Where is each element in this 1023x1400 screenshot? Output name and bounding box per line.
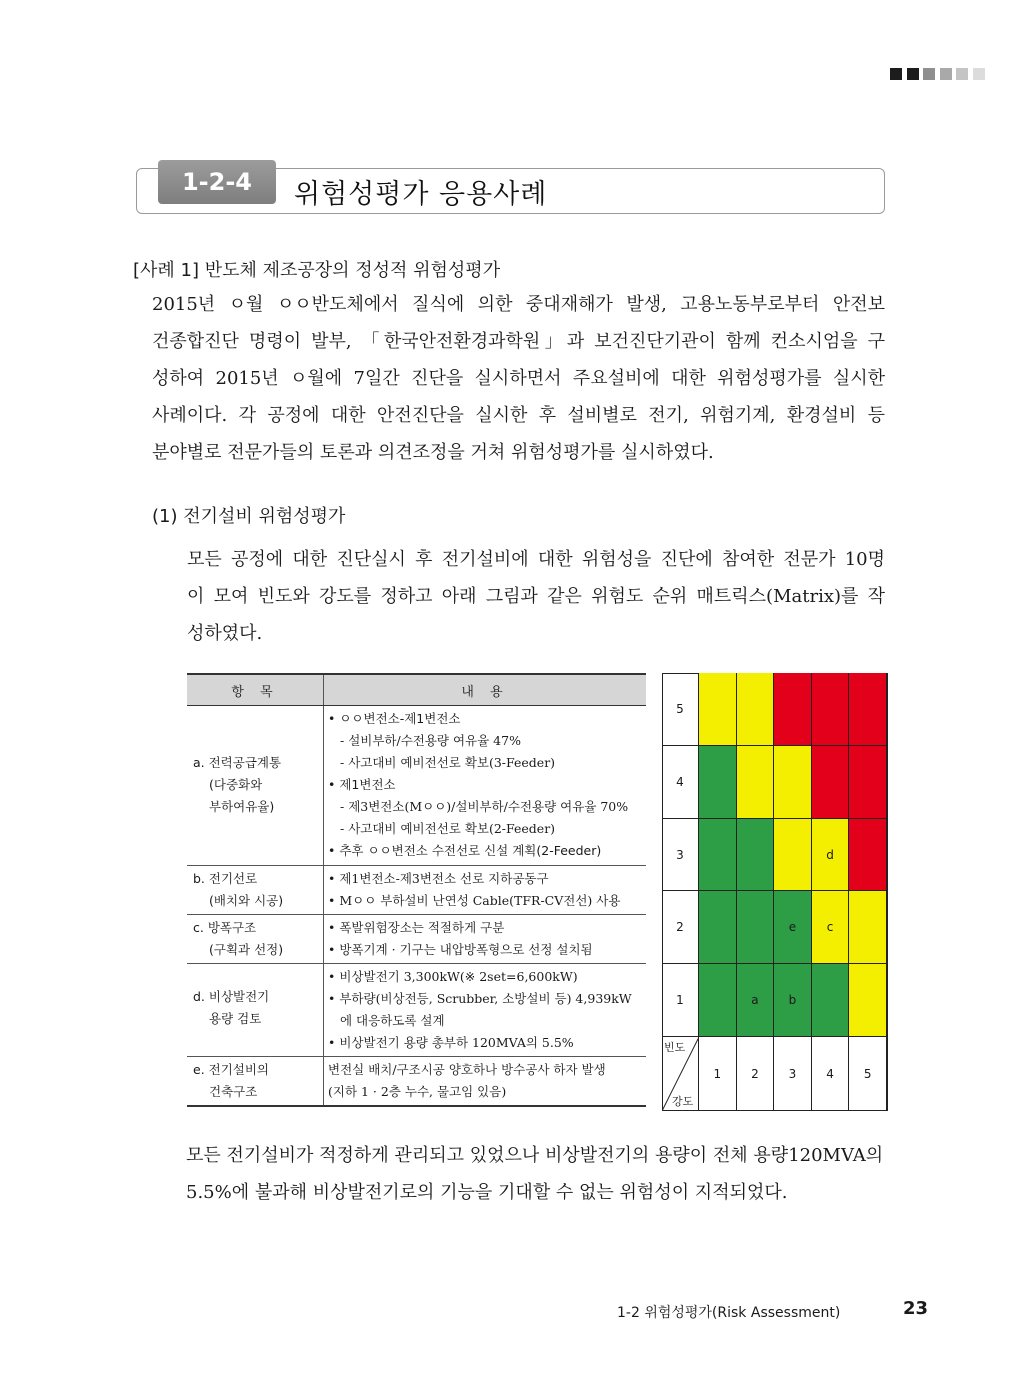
- matrix-cell: [699, 819, 737, 892]
- section-title: 위험성평가 응용사례: [294, 179, 548, 210]
- matrix-x-label: 2: [737, 1037, 775, 1111]
- matrix-x-label: 5: [849, 1037, 887, 1111]
- matrix-x-label: 3: [774, 1037, 812, 1111]
- matrix-cell: e: [774, 891, 812, 964]
- content-line: 변전실 배치/구조시공 양호하나 방수공사 하자 발생: [328, 1062, 606, 1077]
- subsection-paragraph: [187, 541, 885, 652]
- matrix-cell: a: [737, 964, 775, 1037]
- paragraph-line: 모든 전기설비가 적정하게 관리되고 있었으나 비상발전기의 용량이 전체 용량: [186, 1145, 789, 1166]
- matrix-cell: [699, 891, 737, 964]
- header-square: [890, 68, 902, 80]
- paragraph-line: 었다.: [746, 1182, 788, 1203]
- header-square: [907, 68, 919, 80]
- subsection-title: (1) 전기설비 위험성평가: [152, 506, 346, 527]
- item-line: b. 전기선로: [193, 871, 258, 886]
- item-line: 건축구조: [209, 1084, 258, 1099]
- matrix-cell: [812, 673, 850, 746]
- electrical-items-table: [187, 673, 646, 1107]
- paragraph-line: 이 모여 빈도와 강도를 정하고 아래 그림과 같은 위험도 순위 매트릭스(Matrix)를 작: [187, 586, 885, 607]
- header-square: [956, 68, 968, 80]
- table-cell-item: [187, 706, 324, 866]
- matrix-cell: [774, 819, 812, 892]
- paragraph-line: 모든 공정에 대한 진단실시 후 전기설비에 대한 위험성을 진단에 참여한 전문가 10명: [187, 549, 885, 570]
- matrix-cell: [849, 891, 887, 964]
- case-paragraph: [152, 286, 885, 471]
- section-number: 1-2-4: [158, 160, 276, 204]
- table-row: [187, 915, 646, 964]
- table-cell-item: [187, 1057, 324, 1107]
- table-cell-content: [324, 964, 647, 1057]
- paragraph-line: 분야별로 전문가들의 토론과 의견조정을 거쳐 위험성평가를 실시하였다.: [152, 442, 714, 463]
- matrix-y-label: 1: [662, 964, 699, 1037]
- paragraph-line: 성하였다.: [187, 623, 263, 644]
- content-line: • 비상발전기 용량 총부하 120MVA의 5.5%: [328, 1035, 574, 1050]
- item-line: a. 전력공급계통: [193, 755, 282, 770]
- matrix-cell: b: [774, 964, 812, 1037]
- table-cell-content: [324, 706, 647, 866]
- footer-section-label: 1-2 위험성평가(Risk Assessment): [617, 1305, 841, 1321]
- paragraph-line: 성하여 2015년 ㅇ월에 7일간 진단을 실시하면서 주요설비에 대한 위험성평가를 실시한: [152, 368, 885, 389]
- matrix-y-axis-label: 강도: [672, 1095, 694, 1108]
- item-line: (다중화와: [209, 777, 263, 792]
- item-line: 부하여유율): [209, 799, 275, 814]
- content-line: • 비상발전기 3,300kW(※ 2set=6,600kW): [328, 969, 578, 984]
- table-cell-content: [324, 866, 647, 915]
- matrix-cell: c: [812, 891, 850, 964]
- matrix-y-label: 2: [662, 891, 699, 964]
- case-title: [사례 1] 반도체 제조공장의 정성적 위험성평가: [133, 260, 501, 281]
- table-header-content: 내 용: [324, 674, 647, 706]
- table-header-item: 항 목: [187, 674, 324, 706]
- table-row: [187, 1057, 646, 1107]
- paragraph-line: 120MVA의 5.5%에 불과해 비상발전기로의 기능을 기대할 수 없는 위험성이 지적되: [186, 1145, 884, 1203]
- paragraph-line: 2015년 ㅇ월 ㅇㅇ반도체에서 질식에 의한 중대재해가 발생, 고용노동부로부터 안전보: [152, 294, 885, 315]
- content-line: • 폭발위험장소는 적절하게 구분: [328, 920, 505, 935]
- paragraph-line: 사례이다. 각 공정에 대한 안전진단을 실시한 후 설비별로 전기, 위험기계, 환경설비 등: [152, 405, 885, 426]
- matrix-x-axis-label: 빈도: [664, 1041, 686, 1054]
- table-cell-item: [187, 866, 324, 915]
- table-cell-item: [187, 915, 324, 964]
- matrix-cell: [737, 673, 775, 746]
- table-row: [187, 866, 646, 915]
- content-line: • 방폭기계 · 기구는 내압방폭형으로 선정 설치됨: [328, 942, 593, 957]
- item-line: (배치와 시공): [209, 893, 284, 908]
- item-line: (구획과 선정): [209, 942, 284, 957]
- matrix-y-label: 5: [662, 673, 699, 746]
- table-row: [187, 706, 646, 866]
- matrix-cell: [737, 819, 775, 892]
- content-line: • 제1변전소-제3변전소 선로 지하공동구: [328, 871, 549, 886]
- paragraph-line: 건종합진단 명령이 발부, 「한국안전환경과학원」과 보건진단기관이 함께 컨소시엄을 구: [152, 331, 885, 352]
- item-line: c. 방폭구조: [193, 920, 257, 935]
- header-square: [940, 68, 952, 80]
- matrix-cell: [849, 673, 887, 746]
- item-line: e. 전기설비의: [193, 1062, 270, 1077]
- table-row: [187, 964, 646, 1057]
- item-line: 용량 검토: [209, 1011, 262, 1026]
- header-square: [973, 68, 985, 80]
- matrix-cell: [849, 819, 887, 892]
- content-line: • 추후 ㅇㅇ변전소 수전선로 신설 계획(2-Feeder): [328, 843, 602, 858]
- table-cell-item: [187, 964, 324, 1057]
- matrix-cell: [737, 891, 775, 964]
- matrix-cell: [774, 746, 812, 819]
- content-line: - 사고대비 예비전선로 확보(3-Feeder): [340, 755, 556, 770]
- matrix-cell: [737, 746, 775, 819]
- matrix-cell: [849, 964, 887, 1037]
- matrix-x-label: 4: [812, 1037, 850, 1111]
- content-line: • ㅇㅇ변전소-제1변전소: [328, 711, 461, 726]
- content-line: - 제3변전소(Mㅇㅇ)/설비부하/수전용량 여유율 70%: [340, 799, 629, 814]
- table-cell-content: [324, 915, 647, 964]
- content-line: • 부하량(비상전등, Scrubber, 소방설비 등) 4,939kW: [328, 991, 632, 1006]
- matrix-cell: d: [812, 819, 850, 892]
- header-square: [923, 68, 935, 80]
- matrix-axis-corner: [662, 1037, 699, 1111]
- content-line: 에 대응하도록 설계: [340, 1013, 445, 1028]
- content-line: • 제1변전소: [328, 777, 396, 792]
- matrix-cell: [849, 746, 887, 819]
- matrix-cell: [812, 746, 850, 819]
- matrix-cell: [699, 673, 737, 746]
- matrix-cell: [699, 964, 737, 1037]
- item-line: d. 비상발전기: [193, 989, 270, 1004]
- content-line: - 설비부하/수전용량 여유율 47%: [340, 733, 521, 748]
- page-number: 23: [903, 1298, 929, 1319]
- matrix-cell: [699, 746, 737, 819]
- content-line: (지하 1 · 2층 누수, 물고임 있음): [328, 1084, 507, 1099]
- matrix-cell: [774, 673, 812, 746]
- matrix-cell: [812, 964, 850, 1037]
- table-cell-content: [324, 1057, 647, 1107]
- matrix-y-label: 4: [662, 746, 699, 819]
- content-line: • Mㅇㅇ 부하설비 난연성 Cable(TFR-CV전선) 사용: [328, 893, 621, 908]
- conclusion-paragraph: [186, 1137, 886, 1211]
- matrix-x-label: 1: [699, 1037, 737, 1111]
- matrix-y-label: 3: [662, 819, 699, 892]
- content-line: - 사고대비 예비전선로 확보(2-Feeder): [340, 821, 556, 836]
